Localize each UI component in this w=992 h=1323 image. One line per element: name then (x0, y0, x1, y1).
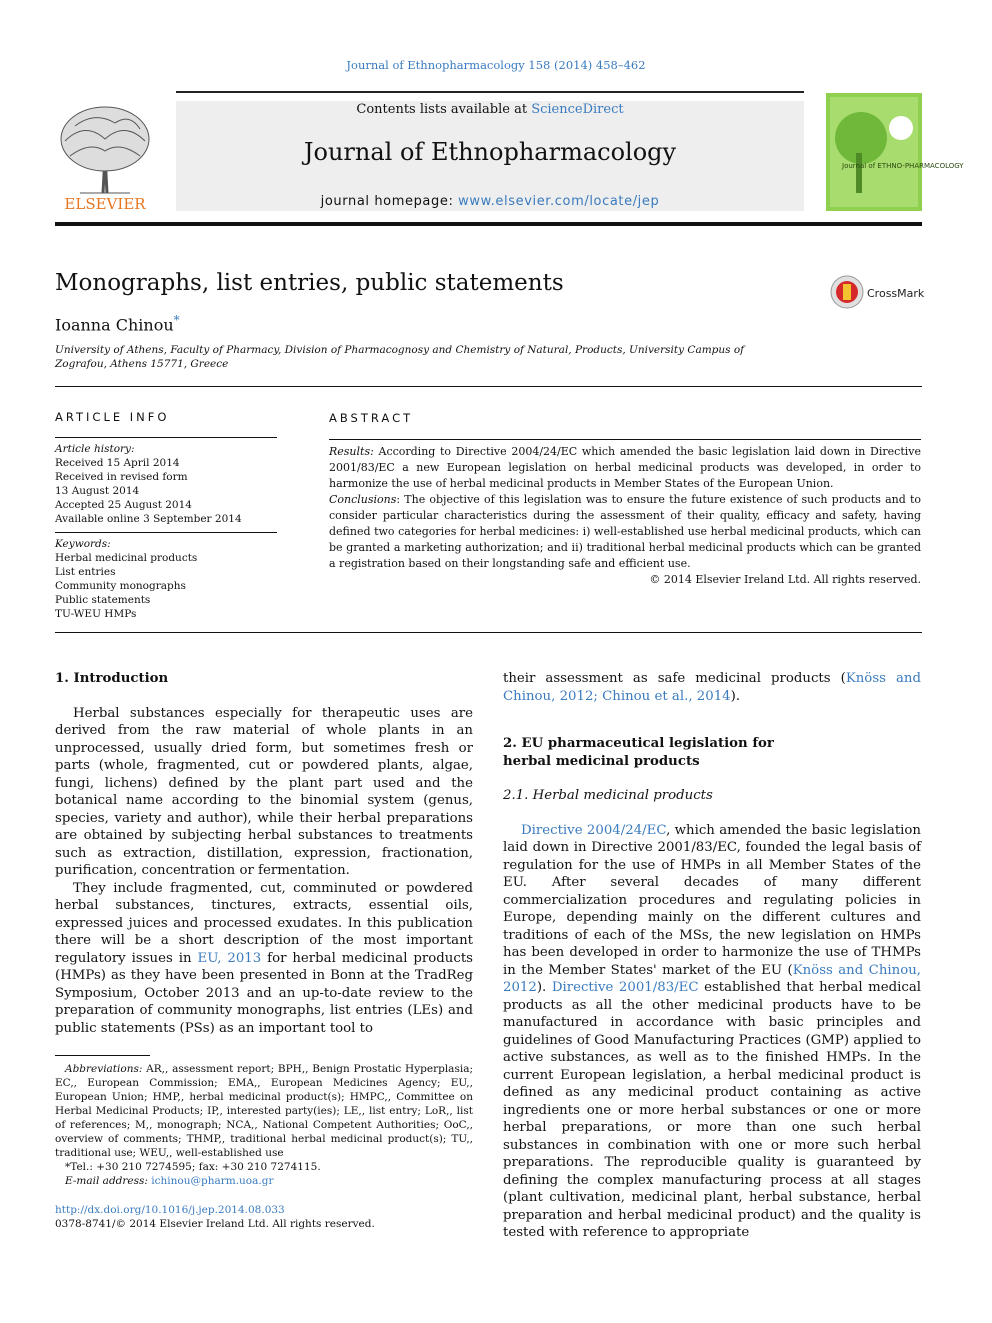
keyword-item: List entries (55, 566, 116, 578)
intro-p3-text-b: ). (730, 688, 741, 704)
section-1-heading: 1. Introduction (55, 671, 169, 686)
article-info-rule (55, 437, 277, 438)
journal-title: Journal of Ethnopharmacology (303, 138, 677, 166)
abstract-divider (55, 632, 922, 633)
abstract-results (329, 444, 921, 492)
s21-text-c: established that herbal medical products as all the other medicinal products have to be manufactured in accordance with basic principles and guidelines of Good Manufacturing Practices (GMP) applied to active substances, as well as to the finished HMPs. In the current European legislation, a herbal medicinal product is defined as any medicinal product containing as active ingredients one or more herbal substances or one or more herbal preparations, or more than one such herbal substances in combination with one or more such herbal preparations. The reproducible quality is guaranteed by defining the complex manufacturing process at all stages (plant cultivation, medicinal plant, herbal substance, herbal preparation and herbal medicinal product) and the quality is tested with reference to appropriate (503, 980, 921, 1240)
author-affiliation: University of Athens, Faculty of Pharmacy, Division of Pharmacognosy and Chemistry of Natural, Products, University Campus of Zografou, Athens 15771, Greece (55, 344, 745, 370)
results-label: Results: (329, 445, 374, 458)
citation-link-eu-2013[interactable]: EU, 2013 (197, 950, 262, 966)
abstract (329, 410, 921, 588)
header-divider (55, 222, 922, 226)
journal-citation[interactable]: Journal of Ethnopharmacology 158 (2014) 458–462 (346, 58, 646, 72)
article-info (55, 410, 277, 621)
directive-2001-link[interactable]: Directive 2001/83/EC (551, 980, 699, 995)
abstract-conclusions (329, 492, 921, 572)
email-footnote (55, 1174, 473, 1188)
cover-title: Journal of ETHNO-PHARMACOLOGY (842, 162, 964, 170)
sciencedirect-link[interactable]: ScienceDirect (531, 102, 624, 117)
contents-line (176, 102, 804, 117)
intro-paragraph-1: Herbal substances especially for therapeutic uses are derived from the raw material of whole plants in an unprocessed, usually dried form, but sometimes fresh or parts (whole, fragmented, cut or powdered plants, algae, fungi, lichens) defined by the plant part used and the botanical name according to the binomial system (genus, species, variety and author), while their herbal preparations are obtained by subjecting herbal substances to treatments such as extraction, distillation, expression, fractionation, purification, concentration or fermentation. (55, 705, 473, 878)
keywords-label: Keywords: (55, 538, 111, 550)
citation-link-knoss-2012[interactable]: Knöss and Chinou, 2012 (503, 962, 921, 995)
tel-footnote: *Tel.: +30 210 7274595; fax: +30 210 7274115. (65, 1161, 321, 1173)
homepage-prefix: journal homepage: (320, 194, 459, 209)
author-name: Ioanna Chinou (55, 315, 174, 335)
elsevier-wordmark: ELSEVIER (64, 195, 146, 213)
email-link[interactable]: ichinou@pharm.uoa.gr (151, 1175, 274, 1187)
header-rule (176, 91, 804, 93)
citation-link-knoss-chinou[interactable]: Knöss and Chinou, 2012; Chinou et al., 2014 (503, 671, 922, 704)
s21-text-b: ). (536, 980, 552, 995)
section-2-heading: 2. EU pharmaceutical legislation for herbal medicinal products (503, 736, 774, 769)
author-footnote-mark[interactable]: * (173, 313, 180, 327)
article-info-heading: ARTICLE INFO (55, 410, 170, 424)
issn-line: 0378-8741/© 2014 Elsevier Ireland Ltd. All rights reserved. (55, 1218, 375, 1230)
abstract-rule (329, 439, 921, 440)
history-item: Accepted 25 August 2014 (55, 499, 192, 511)
conclusions-text: : The objective of this legislation was to ensure the future existence of such products and to consider particular characteristics during the assessment of their quality, efficacy and safety, having defined two categories for herbal medicines: i) well-established use herbal medicinal products, which can be granted a marketing authorization; and ii) traditional herbal medicinal products which can be granted a registration based on their longstanding safe and efficient use. (329, 493, 921, 570)
contents-prefix: Contents lists available at (356, 102, 532, 117)
homepage-link[interactable]: www.elsevier.com/locate/jep (458, 194, 660, 209)
directive-2004-link[interactable]: Directive 2004/24/EC (521, 822, 667, 838)
intro-p3-text-a: their assessment as safe medicinal products ( (503, 671, 846, 686)
results-text: According to Directive 2004/24/EC which amended the basic legislation laid down in Directive 2001/83/EC a new European legislation on herbal medicinal products was developed, in order to harmonize the use of herbal medicinal products in Member States of the European Union. (329, 445, 921, 490)
history-item: Received in revised form (55, 471, 188, 483)
right-column (503, 670, 921, 1242)
journal-header (55, 91, 964, 213)
abstract-heading: ABSTRACT (329, 411, 414, 425)
journal-banner (176, 101, 804, 211)
keywords-rule (55, 532, 277, 533)
homepage-line (176, 194, 804, 209)
journal-cover-image (826, 93, 964, 211)
email-label: E-mail address: (65, 1175, 152, 1187)
section-2-1-paragraph (503, 822, 921, 1242)
footnotes (55, 1062, 473, 1188)
history-item: 13 August 2014 (55, 485, 140, 497)
keyword-item: TU-WEU HMPs (55, 608, 137, 620)
history-item: Available online 3 September 2014 (55, 513, 242, 525)
conclusions-label: Conclusions (329, 493, 397, 506)
crossmark-label: CrossMark (867, 287, 925, 300)
intro-p2-text-a: They include fragmented, cut, comminuted or powdered herbal substances, tinctures, extracts, essential oils, expressed juices and processed exudates. In this publication there will be a short description of the most important regulatory issues in (55, 880, 473, 966)
keyword-item: Community monographs (55, 580, 186, 592)
crossmark-badge[interactable] (830, 274, 925, 310)
author-line (55, 313, 180, 334)
elsevier-logo (55, 101, 155, 213)
history-item: Received 15 April 2014 (55, 457, 180, 469)
abstract-copyright: © 2014 Elsevier Ireland Ltd. All rights reserved. (649, 573, 921, 586)
article-title: Monographs, list entries, public statements (55, 270, 564, 296)
history-label: Article history: (55, 443, 135, 455)
keyword-item: Herbal medicinal products (55, 552, 198, 564)
doi-block (55, 1203, 375, 1231)
section-2-1-heading: 2.1. Herbal medicinal products (503, 788, 713, 803)
intro-p2-text-b: for herbal medicinal products (HMPs) as they have been presented in Bonn at the TradReg Symposium, October 2013 and an up-to-date review to the preparation of community monographs, list entries (LEs) and public statements (PSs) as an important tool to (55, 950, 473, 1036)
s21-text-a: , which amended the basic legislation laid down in Directive 2001/83/EC, founded the legal basis of regulation for the use of HMPs in all Member States of the EU. After several decades of many different commercialization procedures and regulating policies in Europe, depending mainly on the different cultures and traditions of each of the MSs, the new legislation on HMPs has been developed in order to harmonize the use of THMPs in the Member States' market of the EU ( (503, 822, 921, 978)
left-column (55, 670, 473, 1037)
abbreviations-footnote (55, 1062, 473, 1160)
keyword-item: Public statements (55, 594, 151, 606)
abbreviations-label: Abbreviations: (65, 1063, 143, 1075)
intro-paragraph-2 (55, 880, 473, 1038)
affiliation-divider (55, 386, 922, 387)
abbreviations-text: AR,, assessment report; BPH,, Benign Prostatic Hyperplasia; EC,, European Commission; EMA,, European Medicines Agency; EU,, European Union; HMP,, herbal medicinal product(s); HMPC,, Committee on Herbal Medicinal Products; IP,, interested party(ies); LE,, list entry; LoR,, list of references; M,, monograph; NCA,, National Competent Authorities; OoC,, overview of comments; THMP,, traditional herbal medicinal product(s); TU,, traditional use; WEU,, well-established use (55, 1063, 473, 1159)
footnote-rule (55, 1055, 150, 1056)
doi-link[interactable]: http://dx.doi.org/10.1016/j.jep.2014.08.033 (55, 1204, 285, 1216)
intro-paragraph-3 (503, 670, 921, 705)
